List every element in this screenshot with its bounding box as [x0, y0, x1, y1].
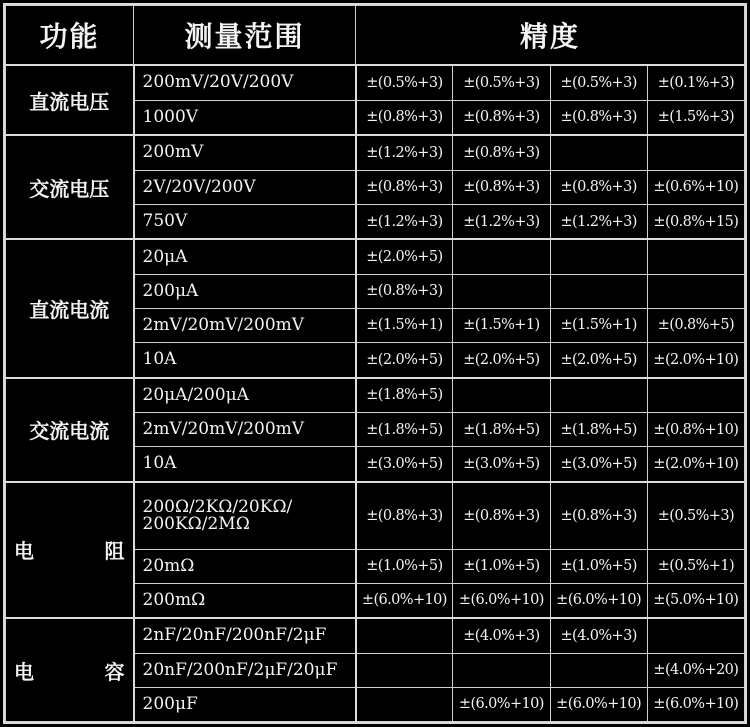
table-row	[6, 239, 745, 274]
accuracy-cell: ±(6.0%+10)	[550, 583, 647, 618]
range-cell: 1000V	[134, 100, 356, 135]
accuracy-header: 精度	[356, 6, 745, 66]
table-header-row	[6, 6, 745, 66]
function-cell: 直流电流	[6, 239, 134, 377]
accuracy-cell: ±(4.0%+20)	[647, 653, 744, 687]
accuracy-cell: ±(1.8%+5)	[356, 378, 453, 413]
accuracy-cell: ±(1.5%+1)	[550, 308, 647, 342]
accuracy-cell: ±(0.1%+3)	[647, 65, 744, 100]
accuracy-cell: ±(1.8%+5)	[356, 413, 453, 447]
range-cell: 2mV/20mV/200mV	[134, 413, 356, 447]
accuracy-cell: ±(6.0%+10)	[453, 687, 550, 721]
function-header: 功能	[6, 6, 134, 66]
accuracy-cell: ±(0.5%+3)	[453, 65, 550, 100]
accuracy-cell: ±(2.0%+5)	[356, 343, 453, 378]
accuracy-cell: ±(3.0%+5)	[550, 447, 647, 482]
range-cell: 20μA/200μA	[134, 378, 356, 413]
function-cell: 交流电压	[6, 135, 134, 239]
table-row	[6, 378, 745, 413]
range-cell: 20μA	[134, 239, 356, 274]
range-cell: 2mV/20mV/200mV	[134, 308, 356, 342]
function-cell: 交流电流	[6, 378, 134, 482]
accuracy-cell: ±(1.8%+5)	[453, 413, 550, 447]
range-cell: 200mV/20V/200V	[134, 65, 356, 100]
table-row	[6, 65, 745, 100]
accuracy-cell: ±(0.8%+5)	[647, 308, 744, 342]
accuracy-cell: ±(0.8%+3)	[356, 170, 453, 204]
range-cell: 200Ω/2KΩ/20KΩ/ 200KΩ/2MΩ	[134, 482, 356, 549]
range-cell: 10A	[134, 447, 356, 482]
range-cell: 20nF/200nF/2μF/20μF	[134, 653, 356, 687]
accuracy-cell: ±(0.5%+3)	[647, 482, 744, 549]
accuracy-cell: ±(1.2%+3)	[453, 204, 550, 239]
accuracy-cell: ±(0.8%+3)	[453, 100, 550, 135]
accuracy-cell	[453, 378, 550, 413]
range-cell: 200mV	[134, 135, 356, 170]
accuracy-cell: ±(2.0%+10)	[647, 343, 744, 378]
accuracy-cell: ±(2.0%+5)	[453, 343, 550, 378]
accuracy-cell	[647, 378, 744, 413]
accuracy-cell	[550, 653, 647, 687]
accuracy-cell: ±(1.0%+5)	[550, 549, 647, 583]
accuracy-cell	[453, 274, 550, 308]
accuracy-cell: ±(1.2%+3)	[356, 135, 453, 170]
accuracy-cell: ±(0.8%+10)	[647, 413, 744, 447]
multimeter-spec-table	[5, 5, 745, 722]
accuracy-cell: ±(6.0%+10)	[453, 583, 550, 618]
accuracy-cell	[356, 653, 453, 687]
range-cell: 200μF	[134, 687, 356, 721]
range-cell: 10A	[134, 343, 356, 378]
accuracy-cell: ±(1.2%+3)	[356, 204, 453, 239]
range-header: 测量范围	[134, 6, 356, 66]
accuracy-cell: ±(4.0%+3)	[550, 618, 647, 653]
accuracy-cell: ±(0.8%+3)	[453, 170, 550, 204]
accuracy-cell: ±(6.0%+10)	[647, 687, 744, 721]
accuracy-cell	[647, 135, 744, 170]
accuracy-cell: ±(1.2%+3)	[550, 204, 647, 239]
range-cell: 200μA	[134, 274, 356, 308]
accuracy-cell: ±(0.8%+3)	[356, 100, 453, 135]
accuracy-cell	[550, 378, 647, 413]
accuracy-cell	[356, 618, 453, 653]
accuracy-cell: ±(6.0%+10)	[356, 583, 453, 618]
range-cell: 2nF/20nF/200nF/2μF	[134, 618, 356, 653]
range-cell: 2V/20V/200V	[134, 170, 356, 204]
range-cell: 200mΩ	[134, 583, 356, 618]
accuracy-cell: ±(1.5%+3)	[647, 100, 744, 135]
accuracy-cell: ±(1.0%+5)	[453, 549, 550, 583]
accuracy-cell	[647, 618, 744, 653]
accuracy-cell: ±(0.6%+10)	[647, 170, 744, 204]
accuracy-cell: ±(0.8%+3)	[550, 170, 647, 204]
accuracy-cell: ±(3.0%+5)	[356, 447, 453, 482]
table-row	[6, 618, 745, 653]
accuracy-cell: ±(2.0%+5)	[550, 343, 647, 378]
accuracy-cell: ±(1.5%+1)	[356, 308, 453, 342]
accuracy-cell: ±(0.5%+3)	[356, 65, 453, 100]
table-row	[6, 482, 745, 549]
accuracy-cell: ±(0.8%+3)	[550, 100, 647, 135]
accuracy-cell: ±(0.8%+3)	[453, 482, 550, 549]
accuracy-cell	[550, 274, 647, 308]
accuracy-cell: ±(3.0%+5)	[453, 447, 550, 482]
accuracy-cell	[550, 135, 647, 170]
table-row	[6, 135, 745, 170]
accuracy-cell: ±(2.0%+5)	[356, 239, 453, 274]
accuracy-cell: ±(4.0%+3)	[453, 618, 550, 653]
accuracy-cell	[550, 239, 647, 274]
accuracy-cell: ±(2.0%+10)	[647, 447, 744, 482]
function-cell: 电 阻	[6, 482, 134, 618]
accuracy-cell	[647, 274, 744, 308]
accuracy-cell	[453, 653, 550, 687]
accuracy-cell: ±(1.8%+5)	[550, 413, 647, 447]
spec-table-frame	[3, 3, 747, 724]
accuracy-cell	[647, 239, 744, 274]
range-cell: 20mΩ	[134, 549, 356, 583]
accuracy-cell: ±(0.5%+3)	[550, 65, 647, 100]
accuracy-cell: ±(0.8%+15)	[647, 204, 744, 239]
range-cell: 750V	[134, 204, 356, 239]
accuracy-cell: ±(1.0%+5)	[356, 549, 453, 583]
accuracy-cell	[453, 239, 550, 274]
accuracy-cell: ±(0.8%+3)	[356, 274, 453, 308]
function-cell: 电 容	[6, 618, 134, 721]
function-cell: 直流电压	[6, 65, 134, 135]
accuracy-cell: ±(1.5%+1)	[453, 308, 550, 342]
accuracy-cell: ±(0.5%+1)	[647, 549, 744, 583]
accuracy-cell: ±(0.8%+3)	[356, 482, 453, 549]
accuracy-cell	[356, 687, 453, 721]
accuracy-cell: ±(5.0%+10)	[647, 583, 744, 618]
accuracy-cell: ±(6.0%+10)	[550, 687, 647, 721]
accuracy-cell: ±(0.8%+3)	[550, 482, 647, 549]
accuracy-cell: ±(0.8%+3)	[453, 135, 550, 170]
table-body	[6, 65, 745, 722]
